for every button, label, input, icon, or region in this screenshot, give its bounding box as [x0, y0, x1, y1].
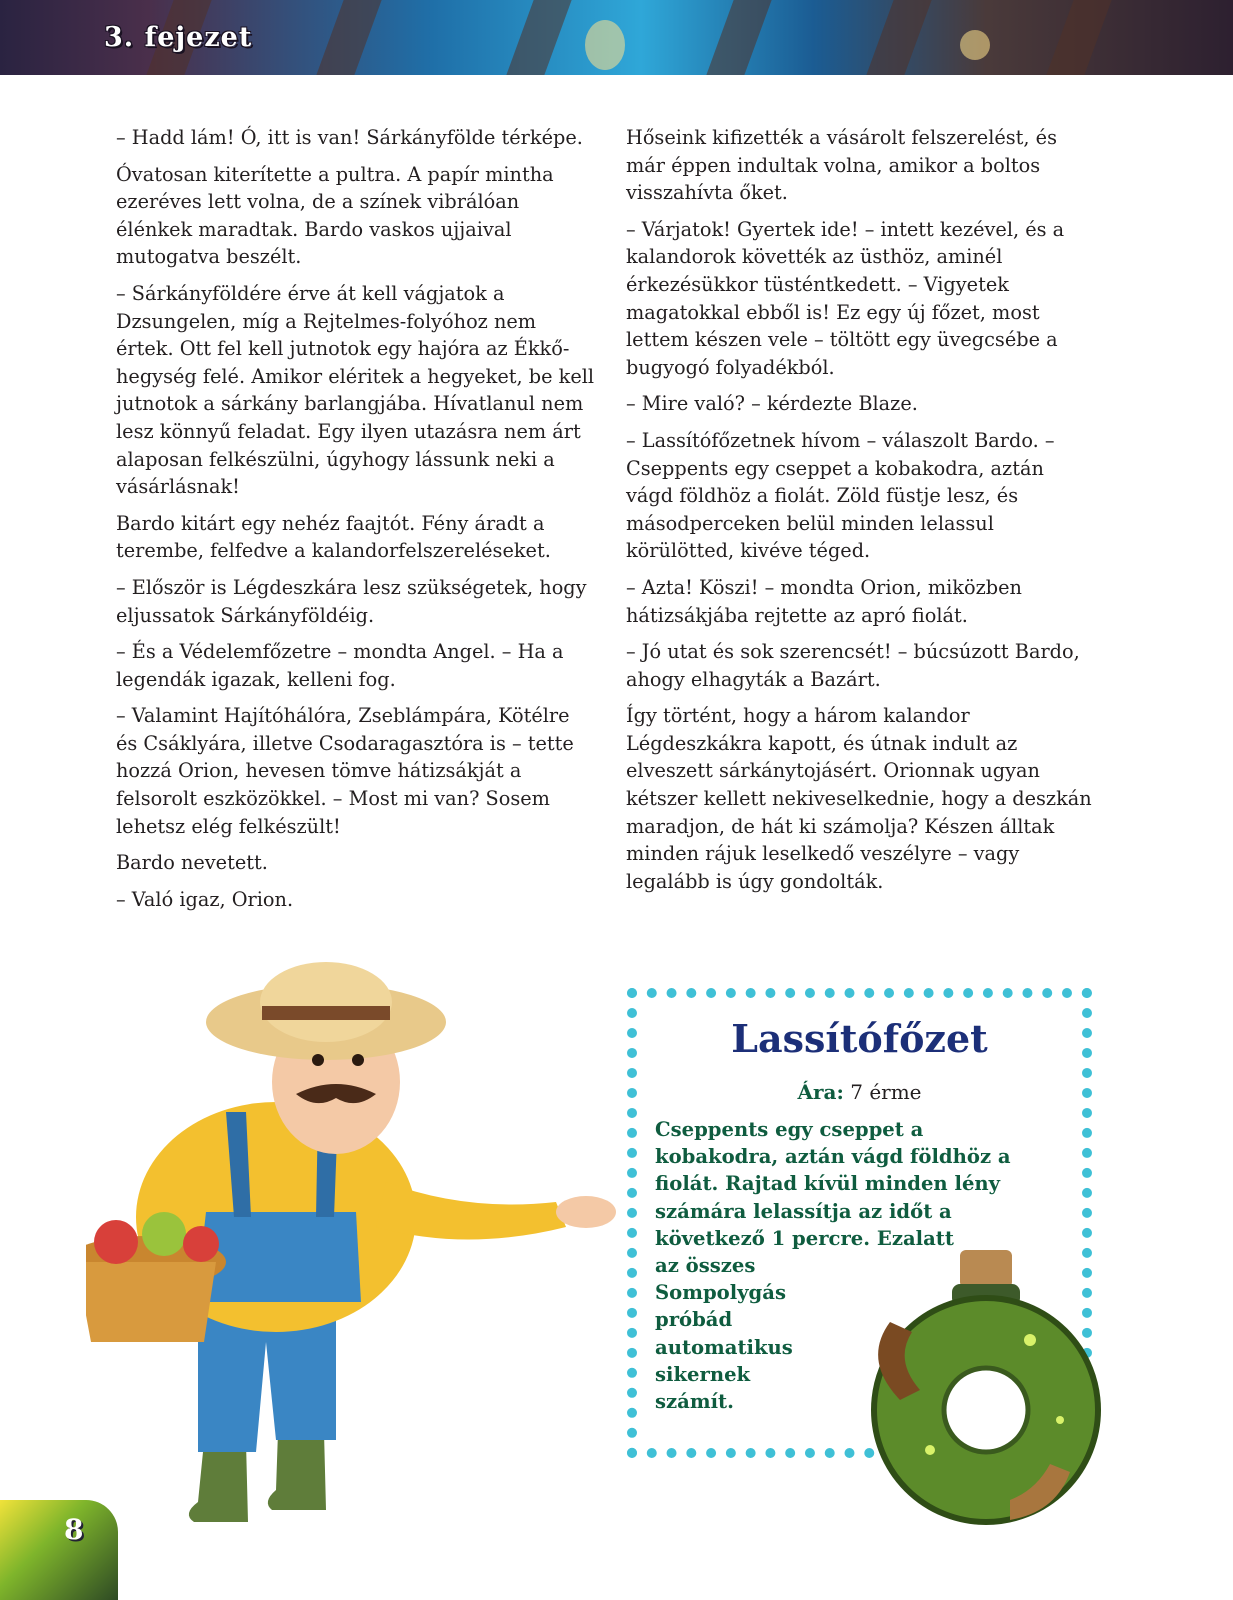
description-line: az összes: [655, 1254, 756, 1278]
price-label: Ára:: [797, 1080, 844, 1104]
paragraph: Hőseink kifizették a vásárolt felszerelést, és már éppen indultak volna, amikor a boltos visszahívta őket.: [626, 126, 1057, 205]
page-number-tab: [0, 1500, 118, 1600]
paragraph: – Lassítófőzetnek hívom – válaszolt Bardo. – Cseppents egy cseppet a kobakodra, aztán vágd földhöz a fiolát. Zöld füstje lesz, és másodperceken belül minden lelassul körülötted, kivéve téged.: [626, 428, 1055, 563]
potion-bottle-illustration: [860, 1250, 1110, 1530]
paragraph: Bardo kitárt egy nehéz faajtót. Fény áradt a terembe, felfedve a kalandorfelszereléseket.: [116, 511, 551, 563]
chapter-banner: [0, 0, 1233, 75]
item-price: [637, 1080, 1082, 1104]
paragraph: – Várjatok! Gyertek ide! – intett kezével, és a kalandorok követték az üsthöz, aminél érkezésükkor tüsténtkedett. – Vigyetek magatokkal ebből is! Ez egy új főzet, most lettem készen vele – töltött egy üvegcsébe a bugyogó folyadékból.: [626, 217, 1065, 379]
paragraph: – Való igaz, Orion.: [116, 887, 294, 911]
paragraph: – Sárkányföldére érve át kell vágjatok a Dzsungelen, míg a Rejtelmes-folyóhoz nem értek. Ott fel kell jutnotok egy hajóra az Ékkő-hegység felé. Amikor eléritek a hegyeket, be kell jutnotok a sárkány barlangjába. Hívatlanul nem lesz könnyű feladat. Egy ilyen utazásra nem árt alaposan felkészülni, úgyhogy lássunk neki a vásárlásnak!: [116, 281, 595, 499]
description-text: Cseppents egy cseppet a kobakodra, aztán vágd földhöz a fiolát. Rajtad kívül minden lény számára lelassítja az időt a következő 1 percre. Ezalatt: [655, 1118, 1011, 1250]
paragraph: Így történt, hogy a három kalandor Légdeszkákra kapott, és útnak indult az elveszett sárkánytojásért. Orionnak ugyan kétszer kellett nekiveselkednie, hogy a deszkán maradjon, de hát ki számolja? Készen álltak minden rájuk leselkedő veszélyre – vagy legalább is úgy gondolták.: [626, 704, 1092, 893]
chapter-title: 3. fejezet: [104, 22, 253, 53]
paragraph: – Először is Légdeszkára lesz szükségetek, hogy eljussatok Sárkányföldéig.: [116, 575, 587, 627]
description-line: próbád: [655, 1308, 733, 1332]
item-title: Lassítófőzet: [731, 1016, 988, 1061]
paragraph: – Azta! Köszi! – mondta Orion, miközben hátizsákjába rejtette az apró fiolát.: [626, 575, 1022, 627]
story-column-right: [626, 124, 1096, 904]
description-line: Sompolygás: [655, 1281, 786, 1305]
paragraph: – Mire való? – kérdezte Blaze.: [626, 392, 918, 416]
paragraph: – És a Védelemfőzetre – mondta Angel. – Ha a legendák igazak, kelleni fog.: [116, 640, 564, 691]
story-column-left: [116, 124, 596, 922]
paragraph: Óvatosan kiterítette a pultra. A papír mintha ezeréves lett volna, de a színek vibrálóan élénkek maradtak. Bardo vaskos ujjaival mutogatva beszélt.: [116, 162, 554, 269]
price-value: 7 érme: [850, 1080, 922, 1104]
description-line: automatikus: [655, 1335, 793, 1359]
paragraph: – Valamint Hajítóhálóra, Zseblámpára, Kötélre és Csáklyára, illetve Csodaragasztóra is – tette hozzá Orion, hevesen tömve hátizsákját a felsorolt eszközökkel. – Most mi van? Sosem lehetsz elég felkészült!: [116, 704, 574, 838]
description-line: számít.: [655, 1390, 734, 1414]
description-line: sikernek: [655, 1362, 751, 1386]
paragraph: – Hadd lám! Ó, itt is van! Sárkányfölde térképe.: [116, 126, 583, 149]
paragraph: Bardo nevetett.: [116, 851, 268, 875]
shopkeeper-illustration: [86, 962, 626, 1552]
paragraph: – Jó utat és sok szerencsét! – búcsúzott Bardo, ahogy elhagyták a Bazárt.: [626, 640, 1080, 691]
page-number: 8: [64, 1513, 84, 1546]
